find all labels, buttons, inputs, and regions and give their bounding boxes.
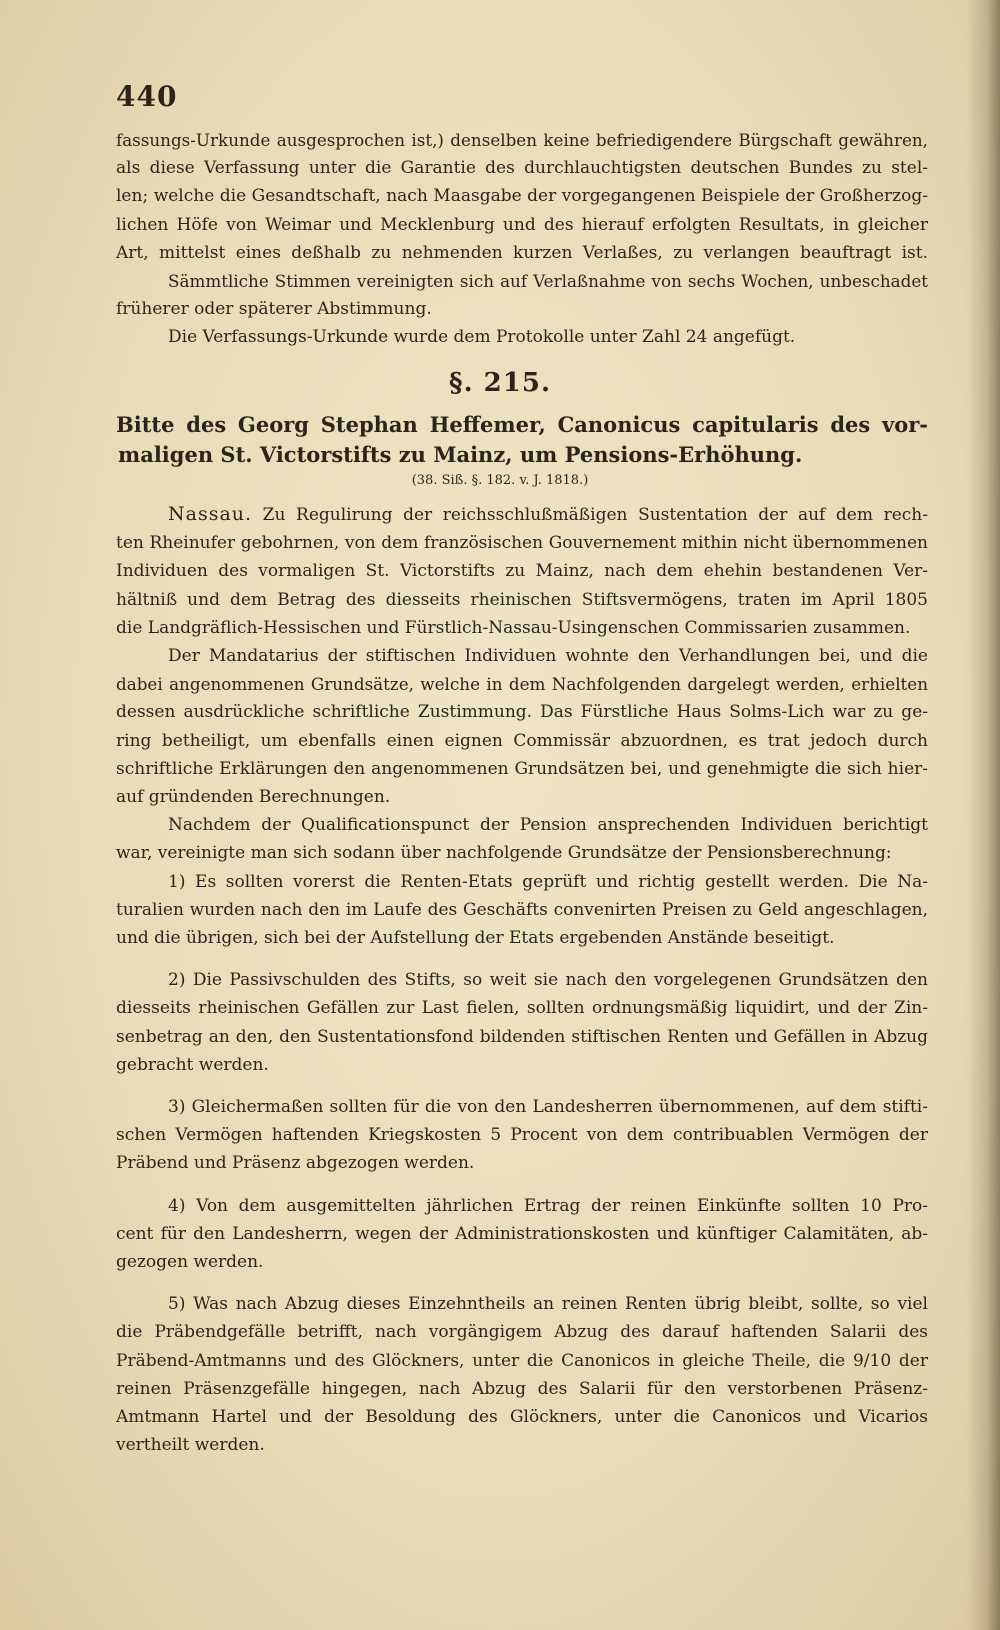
- text-line: len; welche die Gesandtschaft, nach Maasgabe der vorgegangenen Beispiele der Großherzog-: [116, 186, 928, 207]
- paragraph-gap: [116, 952, 928, 966]
- text-line: Der Mandatarius der stiftischen Individuen wohnte den Verhandlungen bei, und die: [168, 646, 928, 667]
- text-line: Amtmann Hartel und der Besoldung des Glöckners, unter die Canonicos und Vicarios: [116, 1407, 928, 1428]
- text-line: diesseits rheinischen Gefällen zur Last fielen, sollten ordnungsmäßig liquidirt, und der Zin-: [116, 998, 928, 1019]
- paragraph-gap: [116, 1276, 928, 1290]
- paragraph-gap: [116, 1178, 928, 1192]
- section-title-line: Bitte des Georg Stephan Heffemer, Canonicus capitularis des vor-: [116, 412, 928, 437]
- text-line: ten Rheinufer gebohrnen, von dem französischen Gouvernement mithin nicht übernommenen: [116, 533, 928, 554]
- text-line: Art, mittelst eines deßhalb zu nehmenden kurzen Verlaßes, zu verlangen beauftragt ist.: [116, 242, 928, 263]
- text-line: die Landgräflich-Hessischen und Fürstlich-Nassau-Usingenschen Commissarien zusammen.: [116, 617, 911, 638]
- section-title-line: maligen St. Victorstifts zu Mainz, um Pensions-Erhöhung.: [118, 442, 803, 467]
- text-line: dessen ausdrückliche schriftliche Zustimmung. Das Fürstliche Haus Solms-Lich war zu ge-: [116, 702, 928, 723]
- text-line: Sämmtliche Stimmen vereinigten sich auf Verlaßnahme von sechs Wochen, unbeschadet: [168, 271, 928, 292]
- text-line: 1) Es sollten vorerst die Renten-Etats geprüft und richtig gestellt werden. Die Na-: [168, 871, 928, 892]
- text-line: Präbend und Präsenz abgezogen werden.: [116, 1153, 475, 1174]
- text-line: gezogen werden.: [116, 1252, 264, 1273]
- text-line: auf gründenden Berechnungen.: [116, 787, 391, 808]
- text-line: reinen Präsenzgefälle hingegen, nach Abzug des Salarii für den verstorbenen Präsenz-: [116, 1378, 928, 1399]
- text-line: war, vereinigte man sich sodann über nachfolgende Grundsätze der Pensionsberechnung:: [116, 843, 892, 864]
- body-text: [116, 500, 928, 1460]
- text-line: die Präbendgefälle betrifft, nach vorgängigem Abzug des darauf haftenden Salarii des: [116, 1322, 928, 1343]
- paragraph-gap: [116, 1079, 928, 1093]
- text-line-content: Zu Regulirung der reichsschlußmäßigen Sustentation der auf dem rech-: [262, 505, 928, 525]
- text-line: dabei angenommenen Grundsätze, welche in dem Nachfolgenden dargelegt werden, erhielten: [116, 674, 928, 695]
- text-line: schen Vermögen haftenden Kriegskosten 5 Procent von dem contribuablen Vermögen der: [116, 1125, 928, 1146]
- text-line: Präbend-Amtmanns und des Glöckners, unter die Canonicos in gleiche Theile, die 9/10 der: [116, 1350, 928, 1371]
- text-line: früherer oder späterer Abstimmung.: [116, 299, 432, 320]
- text-line: 2) Die Passivschulden des Stifts, so weit sie nach den vorgelegenen Grundsätzen den: [168, 970, 928, 991]
- text-line: schriftliche Erklärungen den angenommenen Grundsätzen bei, und genehmigte die sich hier-: [116, 758, 928, 779]
- text-line: 3) Gleichermaßen sollten für die von den Landesherren übernommenen, auf dem stifti-: [168, 1097, 928, 1118]
- intro-text: [116, 126, 928, 352]
- text-line: vertheilt werden.: [116, 1435, 265, 1456]
- place-name: Nassau.: [168, 503, 253, 525]
- text-line: 4) Von dem ausgemittelten jährlichen Ertrag der reinen Einkünfte sollten 10 Pro-: [168, 1195, 928, 1216]
- text-line: senbetrag an den, den Sustentationsfond bildenden stiftischen Renten und Gefällen in Abzug: [116, 1026, 928, 1047]
- text-line: [116, 500, 928, 529]
- text-line: turalien wurden nach den im Laufe des Geschäfts convenirten Preisen zu Geld angeschlagen,: [116, 899, 928, 920]
- text-line: lichen Höfe von Weimar und Mecklenburg und des hierauf erfolgten Resultats, in gleicher: [116, 214, 928, 235]
- text-line: 5) Was nach Abzug dieses Einzehntheils an reinen Renten übrig bleibt, sollte, so viel: [168, 1294, 928, 1315]
- spine-shadow: [966, 0, 1000, 1630]
- text-line: cent für den Landesherrn, wegen der Administrationskosten und künftiger Calamitäten, ab-: [116, 1223, 928, 1244]
- text-line: als diese Verfassung unter die Garantie des durchlauchtigsten deutschen Bundes zu stel-: [116, 158, 928, 179]
- text-line: Nachdem der Qualificationspunct der Pension ansprechenden Individuen berichtigt: [168, 815, 928, 836]
- page-number: 440: [116, 80, 178, 113]
- text-line: Die Verfassungs-Urkunde wurde dem Protokolle unter Zahl 24 angefügt.: [168, 327, 796, 348]
- citation: (38. Siß. §. 182. v. J. 1818.): [411, 473, 589, 488]
- section-number: §. 215.: [448, 368, 552, 398]
- text-line: Individuen des vormaligen St. Victorstifts zu Mainz, nach dem ehehin bestandenen Ver-: [116, 561, 928, 582]
- text-line: ring betheiligt, um ebenfalls einen eignen Commissär abzuordnen, es trat jedoch durch: [116, 730, 928, 751]
- text-line: fassungs-Urkunde ausgesprochen ist,) denselben keine befriedigendere Bürgschaft gewähren,: [116, 130, 928, 150]
- text-line: hältniß und dem Betrag des diesseits rheinischen Stiftsvermögens, traten im April 1805: [116, 589, 928, 610]
- section-title: [116, 410, 928, 470]
- text-line: und die übrigen, sich bei der Aufstellung der Etats ergebenden Anstände beseitigt.: [116, 928, 835, 949]
- text-line: gebracht werden.: [116, 1054, 269, 1075]
